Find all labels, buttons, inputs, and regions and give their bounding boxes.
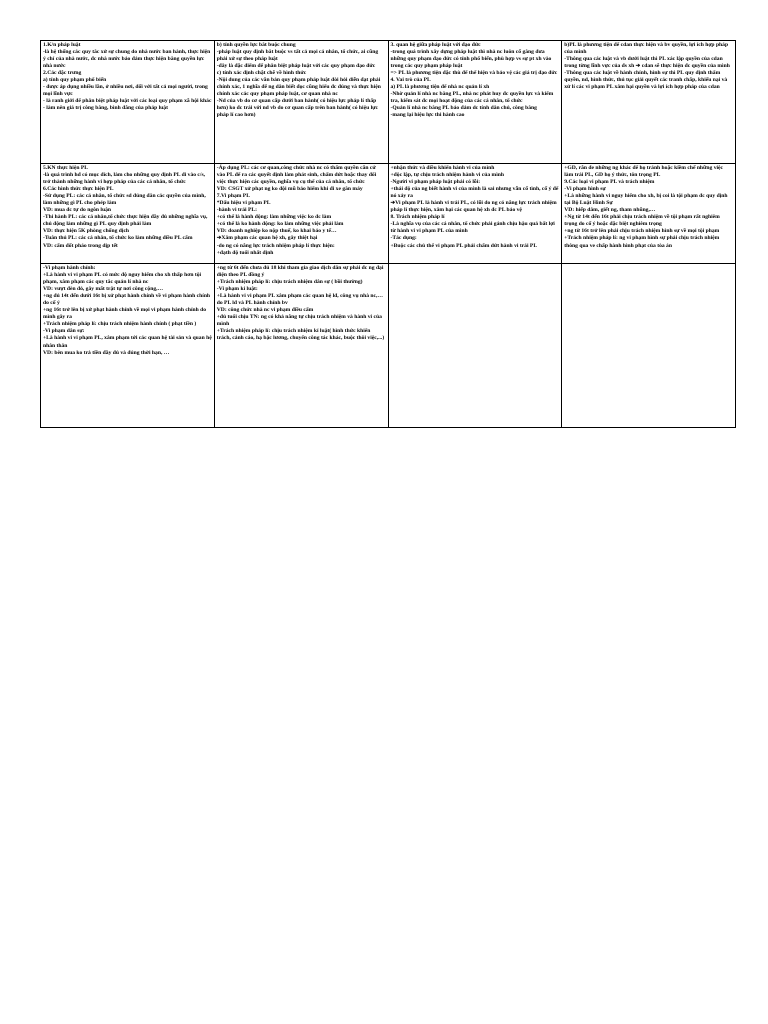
note-line: -Là nghĩa vụ của các cá nhân, tổ chức phải gánh chịu hậu quả bất lợi từ hành vi vi phạm PL của mình [390,221,555,235]
note-line: +Là hành vi vi phạm PL xâm phạm các quan hệ lđ, công vụ nhà nc,…do PL lđ và PL hành chính bv [216,293,383,307]
note-line: -Quản lí nhà nc bằng PL bảo đảm dc tính dân chủ, công bằng [390,105,537,112]
note-line: a) PL là phương tiện để nhà nc quản lí xh [390,84,490,91]
note-line: +ng 16t trở lên bị xử phạt hành chính về mọi vi phạm hành chính do mình gây ra [43,307,207,321]
table-cell [41,164,215,264]
note-line: -Thi hành PL: các cá nhân,tổ chức thực hiện đầy đủ những nghĩa vụ, chủ động làm những gì PL quy định phải làm [43,214,208,228]
note-line: 2.Các đặc trưng [43,70,82,77]
note-line: -là hệ thống các quy tắc xử sự chung do nhà nước ban hành, thực hiện ý chí của nhà nước, đc nhà nước bảo đảm thực hiện bằng quyền lực nhà nước [43,49,211,70]
note-line: +ng từ 16t trở lên phải chịu trách nhiệm hình sự về mọi tội phạm [564,228,720,235]
note-line: - được áp dụng nhiều lần, ở nhiều nơi, đối với tất cả mọi người, trong mọi lĩnh vực [43,84,208,98]
note-line: -hành vi trái PL: [216,207,257,214]
table-cell [562,164,736,264]
note-line: -do ng có năng lực trách nhiệm pháp lí thực hiện: [216,242,335,249]
note-line: VD: cấm đốt pháo trong dịp tết [43,242,118,249]
note-line: -Vi phạm dân sự: [43,328,85,335]
note-line: 7.Vi phạm PL [216,193,250,200]
note-line: -Thông qua các luật về hành chính, hình sự thì PL quy định thẩm quyền, nd, hình thức, thủ tục giải quyết các tranh chấp, khiếu nại và xử lí các vi phạm PL xâm hại quyền và lợi ích hợp pháp của cdan [564,70,728,91]
note-line: +đủ tuổi chịu TN: ng có khả năng tự chịu trách nhiệm và hành vi của mình [216,314,382,328]
note-line: +Là những hành vi nguy hiểm cho xh, bị coi là tội phạm đc quy định tại Bộ Luật Hình Sự [564,193,728,207]
note-line: -Vi phạm kỉ luật: [216,286,258,293]
note-line: -Vi phạm hành chính: [43,265,96,271]
table-cell [214,164,388,264]
notes-table [40,40,736,428]
note-line: -trong quá trình xây dựng pháp luật thì nhà nc luôn cố gắng đưa những quy phạm đạo đức có tính phổ biến, phù hợp vs sự pt xh vào trong các quy phạm pháp luật [390,49,552,70]
table-cell [562,264,736,428]
note-line: -Nd của vb do cơ quan cấp dưới ban hành( có hiệu lực pháp lí thấp hơn) ko đc trái với nd vb do cơ quan cấp trên ban hành( có hiệu lực pháp lí cao hơn) [216,98,378,119]
note-line: 6.Các hình thức thực hiện PL [43,186,114,193]
note-line: +Ng từ 14t đến 16t phải chịu trách nhiệm về tội phạm rất nghiêm trọng do cố ý hoặc đặc biệt nghiêm trọng [564,214,720,228]
table-cell [388,264,562,428]
note-line: +có thể là hành động: làm những việc ko đc làm [216,214,332,221]
note-line: VD: doanh nghiệp ko nộp thuế, ko khai báo y tế… [216,228,337,235]
note-line: +nhận thức và điều khiển hành vi của mình [390,165,495,171]
note-line: -Nội dung của các văn bản quy phạm pháp luật đòi hỏi diễn đạt phải chính xác, 1 nghĩa để ng dân biết đọc cũng hiểu đc đúng và thực hiện chính xác các quy phạm pháp luật, cơ quan nhà nc [216,77,381,98]
note-line: +Buộc các chủ thể vi phạm PL phải chấm dứt hành vi trái PL [390,242,538,249]
note-line: VD: thực hiện 5K phòng chống dịch [43,228,130,235]
note-line: - làm nên giá trị công bằng, bình đẳng của pháp luật [43,105,168,112]
table-cell [41,41,215,164]
note-line: +ng đủ 14t đến dưới 16t bị xử phạt hành chính về vi phạm hành chính do cố ý [43,293,211,307]
note-line: 8. Trách nhiệm pháp lí [390,214,445,221]
table-cell [388,164,562,264]
note-line: +có thể là ko hành động: ko làm những việc phải làm [216,221,344,228]
note-line: +Trách nhiệm pháp lí: ng vi phạm hình sự phải chịu trách nhiệm thông qua ve chấp hành hình phạt của tòa án [564,235,720,249]
note-line: -Tuân thủ PL: các cá nhân, tổ chức ko làm những điều PL cấm [43,235,193,242]
table-cell [214,264,388,428]
note-line: +Trách nhiệm pháp lí: chịu trách nhiệm dân sự ( bồi thường) [216,279,363,286]
note-line: -đây là đặc điểm để phân biệt pháp luật với các quy phạm đạo đức [216,63,376,70]
note-line: +Trách nhiệm pháp lí: chịu trách nhiệm hành chính ( phạt tiền ) [43,321,197,328]
note-line: - là ranh giới để phân biệt pháp luật với các loại quy phạm xã hội khác [43,98,212,105]
note-line: ➔Xâm phạm các quan hệ xh, gây thiệt hại [216,235,318,242]
note-line: +Trách nhiệm pháp lí: chịu trách nhiệm kỉ luật( hình thức khiển trách, cảnh cáo, hạ bậc lương, chuyển công tác khác, buộc thôi việc,...) [216,328,385,342]
table-cell [41,264,215,428]
note-line: VD: CSGT xử phạt ng ko đội mũ bảo hiểm khi đi xe gắn máy [216,186,363,193]
note-line: -Người vi phạm pháp luật phải có lỗi: [390,179,481,186]
table-row [41,164,736,264]
note-line: +ng từ 6t đến chưa đủ 18 khi tham gia giao dịch dân sự phải đc ng đại diện theo PL đồng ý [216,265,384,279]
note-line: -Sử dụng PL: các cá nhân, tổ chức sd đúng đắn các quyền của mình, làm những gì PL cho phép làm [43,193,206,207]
note-line: -mang lại hiệu lực thi hành cao [390,112,465,119]
note-line: VD: công chức nhà nc vi phạm điều cấm [216,307,314,314]
note-line: +thái độ của ng biết hành vi của mình là sai nhưng vẫn cố tình, cố ý để nó xảy ra [390,186,559,200]
notes-sheet [40,40,736,428]
table-row [41,264,736,428]
note-line: c) tính xác định chặt chẽ về hình thức [216,70,307,77]
note-line: +đạth độ tuổi nhất định [216,249,274,256]
note-line: ➔Vi phạm PL là hành vi trái PL, có lỗi do ng có năng lực trách nhiệm pháp lí thực hiện, xâm hại các quan hệ xh đc PL bảo vệ [390,200,557,214]
table-cell [388,41,562,164]
note-line: +Là hành vi vi phạm PL có mức độ nguy hiểm cho xh thấp hơn tội phạm, xâm phạm các quy tắc quản lí nhà nc [43,272,202,286]
note-line: 5.KN thực hiện PL [43,165,89,171]
note-line: -pháp luật quy định bắt buộc vs tất cả mọi cá nhân, tổ chức, ai cũng phải xử sự theo pháp luật [216,49,379,63]
note-line: 3. quan hệ giữa pháp luật với đạo đức [390,42,481,48]
note-line: b)PL là phương tiện để cdan thực hiện và bv quyền, lợi ích hợp pháp của mình [564,42,729,56]
note-line: -Tác dụng: [390,235,417,242]
table-cell [214,41,388,164]
note-line: -Thông qua các luật và vb dưới luật thì PL xác lập quyền của cdan trong từng lĩnh vực của đs xh ➔ cdan sẽ thực hiện đc quyền của mình [564,56,730,70]
note-line: +độc lập, tự chịu trách nhiệm hành vi của mình [390,172,504,179]
note-line: 9.Các loại vi phạm PL và trách nhiệm [564,179,655,186]
note-line: 1.K/n pháp luật [43,42,81,48]
note-line: -Nhờ quản lí nhà nc bằng PL, nhà nc phát huy đc quyền lực và kiểm tra, kiểm sát đc mọi hoạt động của các cá nhân, tổ chức [390,91,554,105]
table-cell [562,41,736,164]
note-line: VD: hiếp dâm, giết ng, tham nhũng,… [564,207,656,214]
note-line: => PL là phương tiện đặc thù để thể hiện và bảo vệ các giá trị đạo đức [390,70,558,77]
note-line: +Là hành vi vi phạm PL, xâm phạm tới các quan hệ tài sản và quan hệ nhân thân [43,335,212,349]
note-line: VD: bên mua ko trả tiền đầy đủ và đúng thời hạn, … [43,349,170,356]
table-row [41,41,736,164]
note-line: VD: mua đc tự do ngôn luận [43,207,112,214]
note-line: -Vi phạm hình sự [564,186,606,193]
note-line: VD: vượt đèn đỏ, gây mất trật tự nơi công cộng,… [43,286,164,293]
note-line: b) tính quyền lực bắt buộc chung [216,42,296,48]
note-line: +GD, răn đe những ng khác để họ tránh hoặc kiềm chế những việc làm trái PL, GD họ ý thức, tôn trọng PL [564,165,724,179]
note-line: *Dấu hiệu vi phạm PL [216,200,271,207]
note-line: a) tính quy phạm phổ biến [43,77,107,84]
note-line: -Áp dụng PL: các cơ quan,công chức nhà nc có thẩm quyền căn cứ vào PL để ra các quyết định làm phát sinh, chấm dứt hoặc thay đổi việc thực hiện các quyền, nghĩa vụ cụ thể của cá nhân, tổ chức [216,165,377,186]
note-line: -là quá trình hđ có mục đích, làm cho những quy định PL đi vào c/s, trở thành những hành vi hợp pháp của các cá nhân, tổ chức [43,172,206,186]
note-line: 4. Vai trò của PL [390,77,431,84]
